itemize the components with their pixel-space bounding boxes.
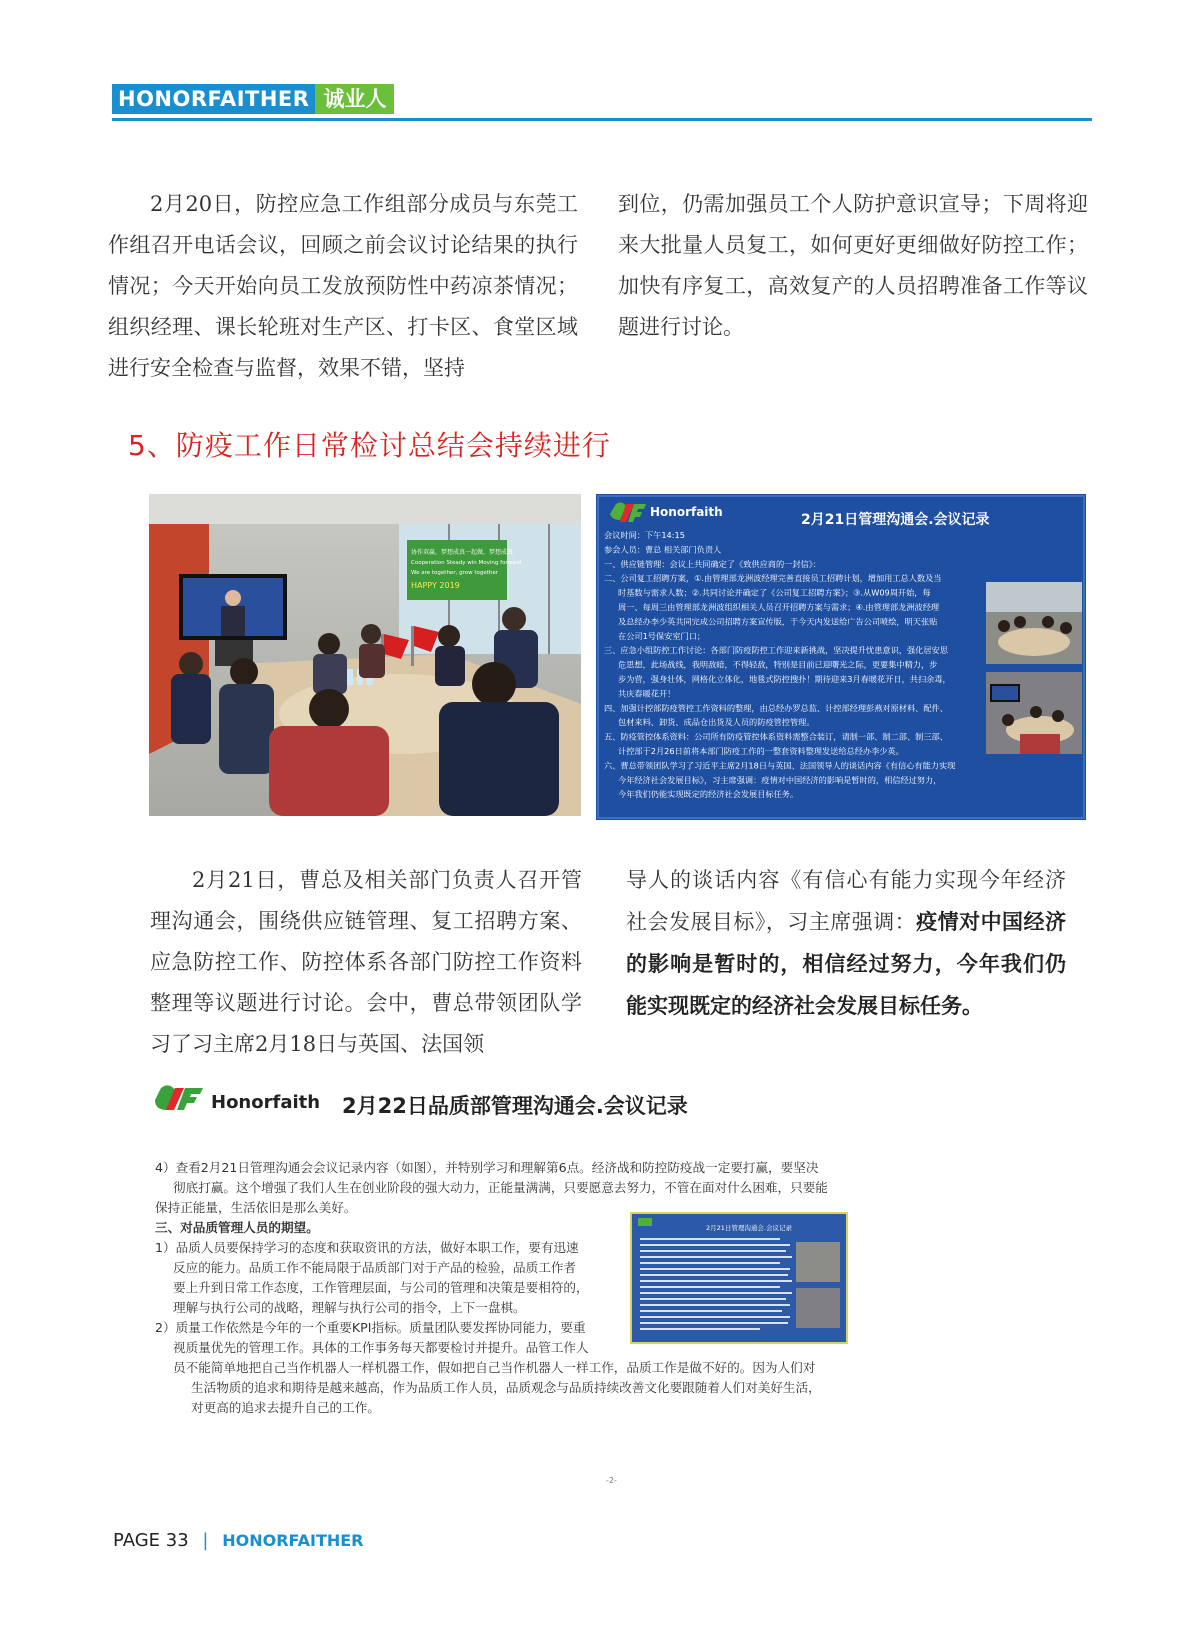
slide-inset-photo-2 — [986, 672, 1082, 754]
meeting-room-photo — [149, 494, 581, 816]
slide-line: 会议时间：下午14:15 — [604, 530, 685, 540]
footer-separator: | — [202, 1530, 209, 1551]
slide-line: 一、供应链管理：会议上共同确定了《致供应商的一封信》： — [604, 558, 821, 569]
doc-line: 生活物质的追求和期待是越来越高，作为品质工作人员，品质观念与品质持续改善文化要跟随着人们对美好生活， — [191, 1380, 821, 1395]
slide-line: 二、公司复工招聘方案，①.由管理部龙洲波经理完善直接员工招聘计划，增加用工总人数及当 — [604, 573, 942, 584]
slide-line: 危思想，此场战线，我明敌暗，不得轻敌，特别是目前已迎曙光之际，更要集中精力，步 — [618, 659, 938, 670]
page-footer — [113, 1530, 364, 1551]
inner-page-number: -2- — [606, 1476, 617, 1485]
brand-chinese: 诚业人 — [315, 84, 394, 114]
paragraph-2-right — [626, 860, 1066, 1027]
slide-line: 六、曹总带领团队学习了习近平主席2月18日与英国、法国领导人的谈话内容《有信心有能力实现 — [604, 760, 956, 771]
thumbnail-title: 2月21日管理沟通会.会议记录 — [706, 1224, 792, 1232]
slide-line: 步为营，强身壮体，网格化立体化，地毯式防控搜扑！期待迎来3月春暖花开日，共扫余毒， — [618, 674, 951, 684]
slide-title: 2月21日管理沟通会.会议记录 — [801, 512, 990, 528]
honorfaith-logo-icon — [155, 1084, 213, 1114]
brand-logo — [112, 84, 394, 114]
slide-line: 周一、每周三由管理部龙洲波组织相关人员召开招聘方案与需求；④.由管理部龙洲波经理 — [618, 602, 940, 612]
doc-line: 员不能简单地把自己当作机器人一样机器工作，假如把自己当作机器人一样工作，品质工作是做不好的。因为人们对 — [173, 1360, 816, 1375]
slide-line: 参会人员：曹总 相关部门负责人 — [604, 544, 722, 555]
footer-brand: HONORFAITHER — [222, 1531, 364, 1550]
brand-english: HONORFAITHER — [112, 84, 315, 114]
section-title: 5、防疫工作日常检讨总结会持续进行 — [128, 429, 611, 462]
paragraph-2-right-plain: 导人的谈话内容《有信心有能力实现今年经济社会发展目标》，习主席强调： — [626, 868, 1066, 934]
slide-line: 今年我们仍能实现既定的经济社会发展目标任务。 — [618, 789, 799, 800]
slide-line: 及总经办李少英共同完成公司招聘方案宣传版，于今天内发送给广告公司喷绘，明天张贴 — [618, 616, 938, 627]
doc-line: 2）质量工作依然是今年的一个重要KPI指标。质量团队要发挥协同能力，要重 — [155, 1320, 586, 1335]
meeting-record-thumbnail — [630, 1212, 848, 1344]
paragraph-2-left: 2月21日，曹总及相关部门负责人召开管理沟通会，围绕供应链管理、复工招聘方案、应急防控工作、防控体系各部门防控工作资料整理等议题进行讨论。会中，曹总带领团队学习了习主席2月18日与英国、法国领 — [150, 868, 582, 1056]
slide-line: 五、防疫管控体系资料：公司所有防疫管控体系资料需整合装订，请制一部、制二部、制三部、 — [604, 731, 948, 742]
slide-logo-text: Honorfaith — [650, 505, 723, 519]
slide-line: 今年经济社会发展目标》，习主席强调：疫情对中国经济的影响是暂时的，相信经过努力， — [618, 774, 942, 785]
doc-line-heading: 三、对品质管理人员的期望。 — [155, 1220, 319, 1235]
quality-meeting-header — [155, 1084, 875, 1124]
quality-meeting-title: 2月22日品质部管理沟通会.会议记录 — [342, 1094, 688, 1118]
meeting-record-slide-graphic — [596, 494, 1086, 820]
slide-line: 包材来料、卸货、成品仓出货及人员的防疫管控管理。 — [618, 717, 815, 728]
slide-inset-photo-1 — [986, 582, 1082, 664]
slide-line: 在公司1号保安室门口； — [618, 630, 706, 641]
doc-line: 保持正能量，生活依旧是那么美好。 — [155, 1200, 357, 1215]
slide-line: 时基数与需求人数；②.共同讨论并确定了《公司复工招聘方案》；③.从W09周开始，每 — [618, 587, 931, 598]
page-header — [112, 84, 1092, 120]
banner-line-2: Cooperation Steady win Moving forward — [411, 560, 522, 566]
quality-logo-text: Honorfaith — [211, 1092, 321, 1113]
banner-line-3: We are together, grow together — [411, 570, 498, 576]
slide-line: 共庆春暖花开！ — [618, 688, 676, 699]
slide-line: 四、加强计控部防疫管控工作资料的整理，由总经办罗总监、计控部经理彭燕对原材料、配件、 — [604, 702, 948, 713]
slide-line: 三、应急小组防控工作讨论：各部门防疫防控工作迎来新挑战，坚决提升忧患意识，强化居安思 — [604, 645, 948, 656]
doc-line: 视质量优先的管理工作。具体的工作事务每天都要检讨并提升。品管工作人 — [173, 1340, 589, 1355]
paragraph-1-right: 到位，仍需加强员工个人防护意识宣导；下周将迎来大批量人员复工，如何更好更细做好防控工作；加快有序复工，高效复产的人员招聘准备工作等议题进行讨论。 — [618, 192, 1088, 339]
meeting-room-illustration — [149, 494, 581, 816]
banner-line-4: HAPPY 2019 — [411, 581, 460, 590]
footer-page-number: PAGE 33 — [113, 1530, 189, 1551]
slide-line: 计控部于2月26日前将本部门防疫工作的一整套资料整理发送给总经办李少英。 — [618, 746, 904, 756]
paragraph-1-left: 2月20日，防控应急工作组部分成员与东莞工作组召开电话会议，回顾之前会议讨论结果的执行情况；今天开始向员工发放预防性中药凉茶情况；组织经理、课长轮班对生产区、打卡区、食堂区域进行安全检查与监督，效果不错，坚持 — [108, 192, 578, 380]
header-rule — [112, 118, 1092, 121]
doc-line: 理解与执行公司的战略，理解与执行公司的指令，上下一盘棋。 — [173, 1300, 526, 1315]
paragraph-2-right-bold: 疫情对中国经济的影响是暂时的，相信经过努力，今年我们仍能实现既定的经济社会发展目标任务。 — [626, 909, 1067, 1018]
banner-line-1: 协作双赢，梦想成真一起做，梦想成真 — [411, 549, 514, 556]
thumbnail-graphic — [632, 1214, 846, 1342]
doc-line: 要上升到日常工作态度，工作管理层面，与公司的管理和决策是要相符的， — [173, 1280, 589, 1295]
doc-line: 反应的能力。品质工作不能局限于品质部门对于产品的检验，品质工作者 — [173, 1260, 576, 1275]
doc-line: 4）查看2月21日管理沟通会会议记录内容（如图），并特别学习和理解第6点。经济战和防控防疫战一定要打赢，要坚决 — [155, 1160, 819, 1175]
doc-line: 彻底打赢。这个增强了我们人生在创业阶段的强大动力，正能量满满，只要愿意去努力，不管在面对什么困难，只要能 — [173, 1180, 828, 1195]
doc-line: 对更高的追求去提升自己的工作。 — [191, 1400, 380, 1415]
doc-line: 1）品质人员要保持学习的态度和获取资讯的方法，做好本职工作，要有迅速 — [155, 1240, 579, 1255]
meeting-record-slide — [596, 494, 1086, 820]
